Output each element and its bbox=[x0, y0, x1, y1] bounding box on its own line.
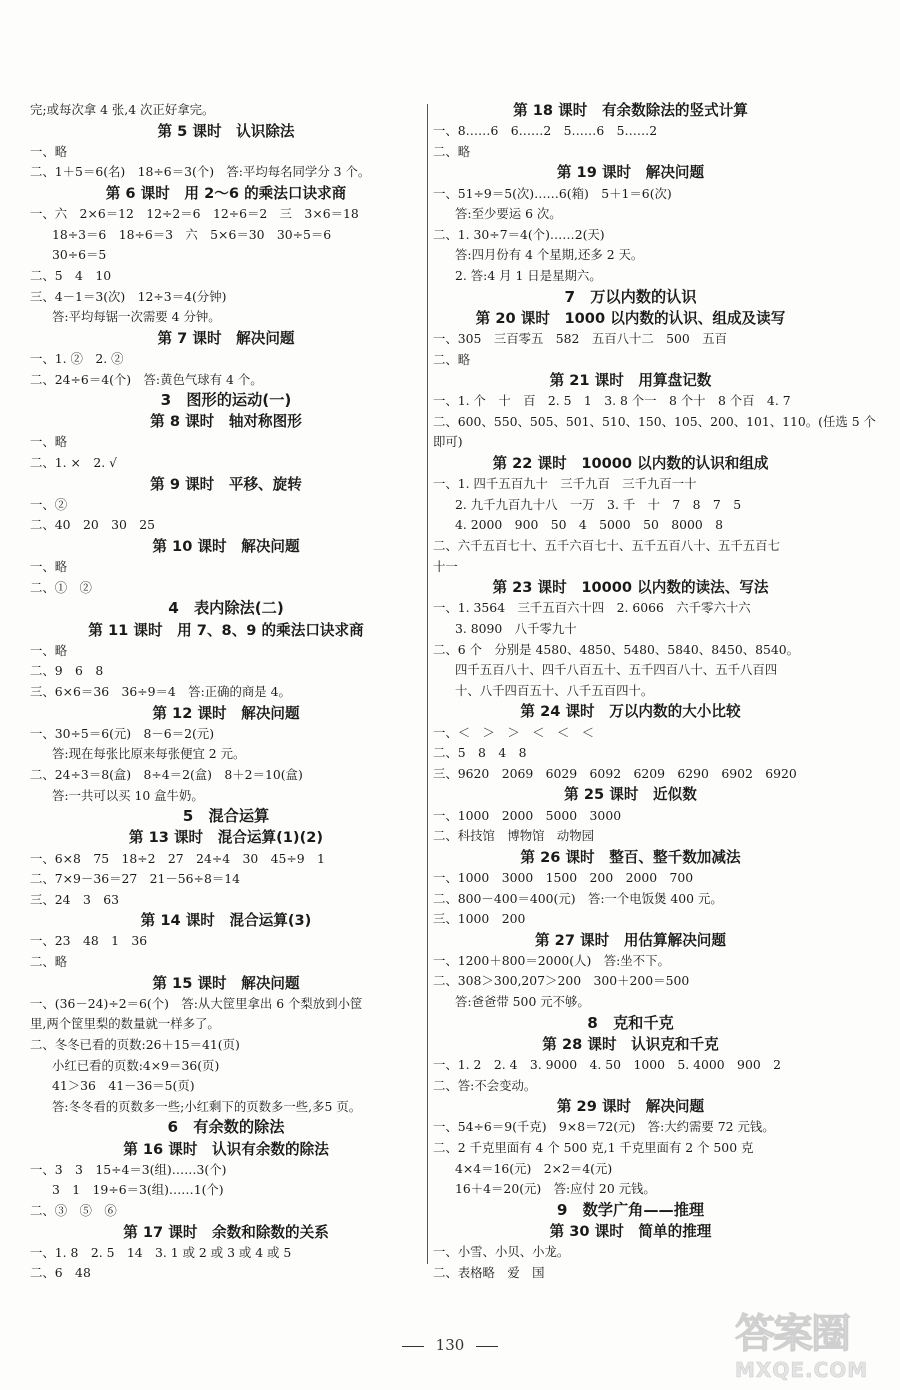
answer-line: 一、＜ ＞ ＞ ＜ ＜ ＜ bbox=[433, 724, 595, 740]
answer-line: 二、1. 30÷7＝4(个)……2(天) bbox=[433, 226, 605, 242]
answer-line: 小红已看的页数:4×9＝36(页) bbox=[52, 1057, 220, 1073]
answer-line: 答:一共可以买 10 盒牛奶。 bbox=[52, 787, 204, 803]
lesson-heading: 第 17 课时 余数和除数的关系 bbox=[123, 1223, 329, 1241]
answer-line: 一、略 bbox=[30, 434, 68, 450]
answer-line: 三、24 3 63 bbox=[30, 891, 119, 907]
answer-line: 三、4－1＝3(次) 12÷3＝4(分钟) bbox=[30, 288, 227, 304]
lesson-heading: 第 15 课时 解决问题 bbox=[152, 974, 300, 992]
answer-line: 30÷6＝5 bbox=[52, 247, 107, 263]
lesson-heading: 第 27 课时 用估算解决问题 bbox=[534, 931, 726, 949]
left-answer-column bbox=[30, 100, 422, 1284]
answer-line: 一、23 48 1 36 bbox=[30, 933, 148, 949]
answer-line: 即可) bbox=[433, 434, 463, 450]
answer-line: 三、1000 200 bbox=[433, 911, 526, 927]
answer-line: 二、③ ⑤ ⑥ bbox=[30, 1202, 117, 1218]
unit-heading: 7 万以内数的认识 bbox=[564, 287, 697, 306]
answer-line: 完;或每次拿 4 张,4 次正好拿完。 bbox=[30, 102, 215, 117]
answer-line: 3 1 19÷6＝3(组)……1(个) bbox=[52, 1182, 224, 1198]
answer-line: 一、1. 个 十 百 2. 5 1 3. 8 个一 8 个十 8 个百 4. 7 bbox=[433, 393, 791, 409]
unit-heading: 9 数学广角——推理 bbox=[556, 1200, 705, 1219]
answer-line: 二、9 6 8 bbox=[30, 663, 104, 679]
answer-line: 一、1000 2000 5000 3000 bbox=[433, 807, 622, 823]
lesson-heading: 第 14 课时 混合运算(3) bbox=[140, 912, 312, 930]
answer-line: 二、① ② bbox=[30, 579, 92, 595]
answer-line: 16＋4＝20(元) 答:应付 20 元钱。 bbox=[455, 1181, 656, 1197]
answer-line: 答:冬冬看的页数多一些;小红剩下的页数多一些,多5 页。 bbox=[52, 1098, 362, 1114]
lesson-heading: 第 21 课时 用算盘记数 bbox=[549, 372, 712, 390]
answer-line: 十一 bbox=[433, 558, 458, 574]
answer-line: 二、6 个 分别是 4580、4850、5480、5840、8450、8540。 bbox=[433, 641, 800, 657]
lesson-heading: 第 16 课时 认识有余数的除法 bbox=[123, 1140, 329, 1158]
answer-line: 一、略 bbox=[30, 559, 68, 575]
answer-line: 二、2 千克里面有 4 个 500 克,1 千克里面有 2 个 500 克 bbox=[433, 1140, 754, 1155]
answer-line: 二、600、550、505、501、510、150、105、200、101、110。(任选 5 个 bbox=[433, 413, 876, 429]
page-number bbox=[360, 1336, 540, 1354]
answer-line: 一、1. 四千五百九十 三千九百 三千九百一十 bbox=[433, 476, 697, 492]
answer-line: 一、② bbox=[30, 496, 68, 512]
unit-heading: 3 图形的运动(一) bbox=[160, 391, 292, 410]
answer-line: 二、800－400＝400(元) 答:一个电饭煲 400 元。 bbox=[433, 890, 723, 906]
answer-line: 二、1＋5＝6(名) 18÷6＝3(个) 答:平均每名同学分 3 个。 bbox=[30, 164, 371, 180]
answer-line: 四千五百八十、四千八百五十、五千四百八十、五千八百四 bbox=[455, 662, 778, 678]
answer-line: 答:爸爸带 500 元不够。 bbox=[455, 994, 590, 1010]
unit-heading: 4 表内除法(二) bbox=[168, 599, 284, 618]
right-answer-column bbox=[433, 100, 876, 1283]
answer-line: 一、小雪、小贝、小龙。 bbox=[433, 1244, 570, 1260]
answer-line: 二、表格略 爱 国 bbox=[433, 1264, 545, 1280]
answer-line: 二、冬冬已看的页数:26＋15＝41(页) bbox=[30, 1037, 240, 1053]
answer-line: 4×4＝16(元) 2×2＝4(元) bbox=[455, 1160, 613, 1176]
lesson-heading: 第 30 课时 简单的推理 bbox=[549, 1222, 712, 1240]
lesson-heading: 第 6 课时 用 2～6 的乘法口诀求商 bbox=[105, 184, 347, 202]
answer-line: 一、(36－24)÷2＝6(个) 答:从大筐里拿出 6 个梨放到小筐 bbox=[30, 995, 363, 1011]
page-number-text: 130 bbox=[435, 1336, 465, 1354]
lesson-heading: 第 11 课时 用 7、8、9 的乘法口诀求商 bbox=[88, 621, 364, 639]
answer-line: 一、六 2×6＝12 12÷2＝6 12÷6＝2 三 3×6＝18 bbox=[30, 206, 359, 222]
lesson-heading: 第 19 课时 解决问题 bbox=[556, 164, 705, 182]
answer-line: 一、略 bbox=[30, 143, 68, 159]
lesson-heading: 第 26 课时 整百、整千数加减法 bbox=[520, 848, 741, 866]
answer-line: 一、1. 2 2. 4 3. 9000 4. 50 1000 5. 4000 900 2 bbox=[433, 1057, 781, 1073]
lesson-heading: 第 12 课时 解决问题 bbox=[152, 704, 300, 722]
answer-line: 一、1. 3564 三千五百六十四 2. 6066 六千零六十六 bbox=[433, 600, 751, 616]
lesson-heading: 第 20 课时 1000 以内数的认识、组成及读写 bbox=[475, 309, 786, 327]
answer-line: 答:平均每锯一次需要 4 分钟。 bbox=[52, 309, 221, 325]
answer-line: 三、6×6＝36 36÷9＝4 答:正确的商是 4。 bbox=[30, 683, 291, 699]
answer-line: 一、1000 3000 1500 200 2000 700 bbox=[433, 869, 694, 885]
answer-line: 二、308＞300,207＞200 300＋200＝500 bbox=[433, 973, 690, 989]
answer-line: 三、9620 2069 6029 6092 6209 6290 6902 6920 bbox=[433, 765, 797, 781]
lesson-heading: 第 25 课时 近似数 bbox=[564, 786, 697, 804]
answer-line: 二、7×9－36＝27 21－56÷8＝14 bbox=[30, 871, 240, 887]
answer-line: 十、八千四百五十、八千五百四十。 bbox=[455, 682, 654, 698]
watermark bbox=[735, 1310, 895, 1385]
answer-line: 一、6×8 75 18÷2 27 24÷4 30 45÷9 1 bbox=[30, 850, 325, 866]
lesson-heading: 第 28 课时 认识克和千克 bbox=[542, 1035, 719, 1053]
answer-line: 4. 2000 900 50 4 5000 50 8000 8 bbox=[455, 517, 724, 533]
lesson-heading: 第 5 课时 认识除法 bbox=[157, 122, 295, 140]
answer-line: 41＞36 41－36＝5(页) bbox=[52, 1078, 195, 1094]
watermark-url: MXQE.COM bbox=[735, 1358, 869, 1382]
unit-heading: 8 克和千克 bbox=[587, 1013, 674, 1032]
answer-line: 二、答:不会变动。 bbox=[433, 1077, 537, 1093]
answer-line: 2. 九千九百九十八 一万 3. 千 十 7 8 7 5 bbox=[455, 496, 742, 512]
answer-line: 二、5 4 10 bbox=[30, 267, 112, 283]
answer-line: 里,两个筐里梨的数量就一样多了。 bbox=[30, 1016, 220, 1032]
answer-line: 一、30÷5＝6(元) 8－6＝2(元) bbox=[30, 725, 215, 741]
answer-line: 答:四月份有 4 个星期,还多 2 天。 bbox=[455, 247, 644, 263]
answer-line: 一、3 3 15÷4＝3(组)……3(个) bbox=[30, 1161, 227, 1177]
lesson-heading: 第 9 课时 平移、旋转 bbox=[150, 475, 302, 493]
answer-line: 3. 8090 八千零九十 bbox=[455, 621, 577, 636]
answer-line: 一、1200＋800＝2000(人) 答:坐不下。 bbox=[433, 952, 670, 968]
lesson-heading: 第 23 课时 10000 以内数的读法、写法 bbox=[492, 579, 769, 597]
answer-line: 一、51÷9＝5(次)……6(箱) 5＋1＝6(次) bbox=[433, 185, 672, 201]
unit-heading: 6 有余数的除法 bbox=[167, 1118, 285, 1137]
answer-line: 答:至少要运 6 次。 bbox=[455, 206, 562, 222]
answer-line: 二、略 bbox=[433, 351, 471, 367]
answer-line: 二、5 8 4 8 bbox=[433, 745, 527, 761]
answer-line: 二、略 bbox=[30, 954, 68, 970]
lesson-heading: 第 22 课时 10000 以内数的认识和组成 bbox=[492, 455, 769, 473]
answer-line: 一、8……6 6……2 5……6 5……2 bbox=[433, 123, 658, 139]
answer-line: 二、六千五百七十、五千六百七十、五千五百八十、五千五百七 bbox=[433, 538, 780, 554]
answer-line: 18÷3＝6 18÷6＝3 六 5×6＝30 30÷5＝6 bbox=[52, 226, 332, 242]
unit-heading: 5 混合运算 bbox=[182, 807, 270, 826]
column-divider bbox=[427, 104, 428, 1264]
answer-line: 二、6 48 bbox=[30, 1265, 91, 1281]
answer-line: 二、40 20 30 25 bbox=[30, 517, 156, 533]
answer-line: 一、305 三百零五 582 五百八十二 500 五百 bbox=[433, 330, 727, 346]
answer-line: 二、略 bbox=[433, 143, 471, 159]
lesson-heading: 第 8 课时 轴对称图形 bbox=[150, 413, 302, 431]
watermark-logo: 答案圈 bbox=[735, 1311, 849, 1357]
answer-line: 二、24÷3＝8(盒) 8÷4＝2(盒) 8＋2＝10(盒) bbox=[30, 766, 303, 782]
answer-line: 2. 答:4 月 1 日是星期六。 bbox=[455, 267, 602, 283]
lesson-heading: 第 7 课时 解决问题 bbox=[157, 329, 295, 347]
lesson-heading: 第 18 课时 有余数除法的竖式计算 bbox=[513, 102, 748, 119]
answer-line: 一、1. 8 2. 5 14 3. 1 或 2 或 3 或 4 或 5 bbox=[30, 1244, 292, 1260]
answer-line: 一、54÷6＝9(千克) 9×8＝72(元) 答:大约需要 72 元钱。 bbox=[433, 1119, 775, 1135]
lesson-heading: 第 13 课时 混合运算(1)(2) bbox=[128, 829, 324, 847]
lesson-heading: 第 29 课时 解决问题 bbox=[556, 1098, 705, 1116]
answer-line: 二、1. × 2. √ bbox=[30, 455, 117, 471]
lesson-heading: 第 24 课时 万以内数的大小比较 bbox=[520, 703, 741, 721]
answer-line: 二、24÷6＝4(个) 答:黄色气球有 4 个。 bbox=[30, 371, 263, 387]
lesson-heading: 第 10 课时 解决问题 bbox=[152, 538, 300, 556]
answer-line: 一、略 bbox=[30, 642, 68, 658]
answer-line: 二、科技馆 博物馆 动物园 bbox=[433, 828, 595, 844]
answer-line: 一、1. ② 2. ② bbox=[30, 350, 124, 366]
page-number-dash-right bbox=[476, 1346, 498, 1347]
answer-line: 答:现在每张比原来每张便宜 2 元。 bbox=[52, 746, 246, 762]
page-number-dash-left bbox=[402, 1346, 424, 1347]
